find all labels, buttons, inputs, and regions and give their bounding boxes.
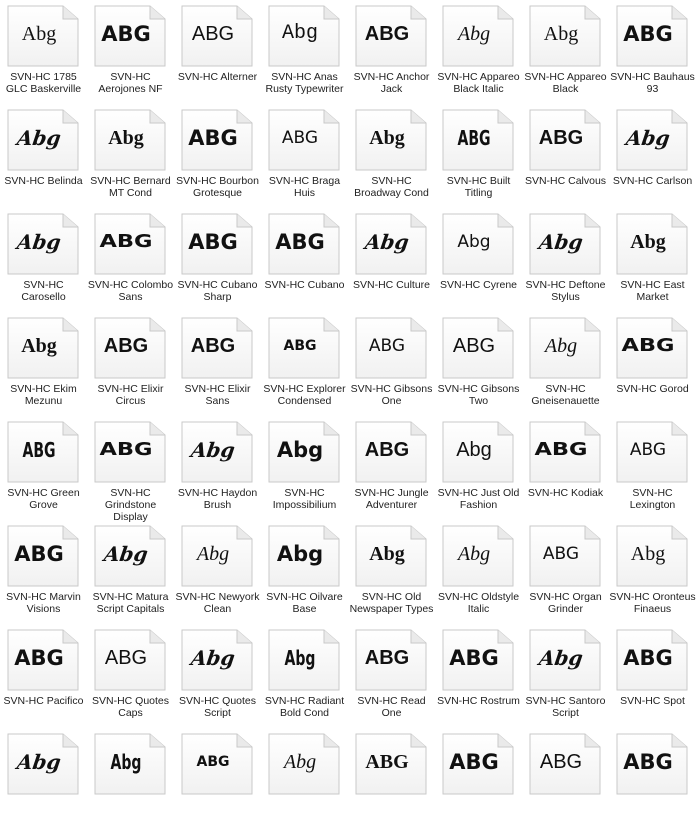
font-file-item[interactable] [609,416,696,526]
font-file-icon [268,421,340,481]
font-file-icon [268,109,340,169]
font-preview-glyph: Abg [544,335,578,357]
font-preview-glyph: ABG [623,750,673,774]
font-file-name: SVN-HC Quotes Caps [91,695,170,719]
font-file-icon [94,5,166,65]
font-preview-glyph: Abg [369,543,405,565]
font-file-icon [616,317,688,377]
font-preview-glyph: ABG [364,23,410,45]
font-file-item[interactable] [435,728,522,838]
font-preview-glyph: ABG [629,440,667,460]
font-file-icon [442,213,514,273]
font-file-name: SVN-HC Spot [620,695,685,707]
font-preview-glyph: Abg [457,232,491,252]
font-file-item[interactable] [522,104,609,214]
font-file-item[interactable] [174,728,261,838]
font-preview-glyph: Abg [110,750,142,774]
font-preview-glyph: Abg [543,23,579,45]
font-preview-glyph: Abg [281,22,318,45]
font-preview-glyph: ABG [99,439,153,460]
font-preview-glyph: ABG [539,751,583,773]
font-file-icon [7,733,79,793]
font-file-item[interactable] [435,312,522,422]
font-file-icon [181,5,253,65]
font-file-icon [529,213,601,273]
font-file-item[interactable] [0,624,87,734]
font-file-icon [442,109,514,169]
font-file-icon [442,629,514,689]
font-file-name: SVN-HC Lexington [629,487,676,511]
font-file-item[interactable] [609,312,696,422]
font-file-name: SVN-HC Belinda [4,175,83,187]
font-file-icon [442,525,514,585]
font-preview-glyph: Abg [537,230,585,254]
font-file-item[interactable] [348,0,435,110]
font-file-item[interactable] [261,312,348,422]
font-file-item[interactable] [435,104,522,214]
font-file-icon [616,421,688,481]
font-file-name: SVN-HC Appareo Black Italic [437,71,520,95]
font-file-name: SVN-HC Marvin Visions [6,591,81,615]
font-file-item[interactable] [174,520,261,630]
font-file-item[interactable] [0,728,87,838]
font-file-icon [268,629,340,689]
font-file-icon [7,5,79,65]
font-file-name: SVN-HC Colombo Sans [87,279,174,303]
font-file-name: SVN-HC Radiant Bold Cond [264,695,345,719]
font-preview-glyph: Abg [102,542,150,566]
font-file-name: SVN-HC Quotes Script [178,695,257,719]
font-file-item[interactable] [609,520,696,630]
font-file-name: SVN-HC Oronteus Finaeus [609,591,696,615]
font-preview-glyph: Abg [196,543,230,565]
font-preview-glyph: Abg [624,126,672,150]
font-file-item[interactable] [174,416,261,526]
font-file-icon [94,109,166,169]
font-preview-glyph: ABG [449,646,499,670]
font-file-icon [268,317,340,377]
font-preview-glyph: ABG [364,647,410,669]
font-file-icon [616,109,688,169]
font-file-item[interactable] [348,104,435,214]
font-file-icon [442,5,514,65]
font-file-item[interactable] [261,728,348,838]
font-preview-glyph: Abg [284,646,316,670]
font-file-item[interactable] [348,208,435,318]
font-preview-glyph: ABG [623,22,673,46]
font-file-icon [616,629,688,689]
font-file-icon [529,109,601,169]
font-preview-glyph: Abg [457,543,491,565]
font-file-item[interactable] [261,104,348,214]
font-file-icon [529,5,601,65]
font-file-name: SVN-HC Cubano Sharp [177,279,258,303]
font-file-icon [529,629,601,689]
font-file-name: SVN-HC Matura Script Capitals [92,591,169,615]
font-file-name: SVN-HC Bernard MT Cond [90,175,171,199]
font-file-icon [181,421,253,481]
font-preview-glyph: Abg [283,751,317,773]
font-preview-glyph: Abg [15,230,63,254]
font-file-icon [355,421,427,481]
font-file-icon [268,5,340,65]
font-file-item[interactable] [87,208,174,318]
font-preview-glyph: ABG [196,754,230,770]
font-preview-glyph: Abg [189,438,237,462]
font-file-item[interactable] [174,208,261,318]
font-file-item[interactable] [87,416,174,526]
font-preview-glyph: ABG [101,22,151,46]
font-file-name: SVN-HC Ekim Mezunu [10,383,77,407]
font-file-item[interactable] [0,104,87,214]
font-file-name: SVN-HC Alterner [177,71,258,83]
font-file-name: SVN-HC Gorod [616,383,689,395]
font-preview-glyph: Abg [189,646,237,670]
font-file-item[interactable] [609,208,696,318]
font-file-name: SVN-HC East Market [620,279,685,303]
font-preview-glyph: ABG [534,439,588,460]
font-file-item[interactable] [522,728,609,838]
font-file-name: SVN-HC Culture [352,279,431,291]
font-file-item[interactable] [87,312,174,422]
font-file-item[interactable] [435,0,522,110]
font-file-icon [181,213,253,273]
font-file-name: SVN-HC Just Old Fashion [437,487,520,511]
font-preview-glyph: ABG [190,335,236,357]
font-file-name: SVN-HC Braga Huis [268,175,341,199]
font-file-icon [94,317,166,377]
font-file-item[interactable] [87,0,174,110]
font-file-item[interactable] [0,416,87,526]
font-file-item[interactable] [174,624,261,734]
font-file-item[interactable] [348,728,435,838]
font-preview-glyph: Abg [276,542,324,566]
font-file-name: SVN-HC Jungle Adventurer [354,487,429,511]
font-file-item[interactable] [0,0,87,110]
font-file-item[interactable] [435,208,522,318]
font-file-name: SVN-HC Cyrene [439,279,518,291]
font-preview-glyph: ABG [22,438,56,462]
font-file-icon [355,213,427,273]
font-file-icon [442,421,514,481]
font-file-item[interactable] [609,728,696,838]
font-file-item[interactable] [174,312,261,422]
font-file-icon [181,525,253,585]
font-preview-glyph: ABG [368,336,406,356]
font-file-icon [7,109,79,169]
font-file-icon [7,421,79,481]
font-file-item[interactable] [522,208,609,318]
font-file-name: SVN-HC Carosello [21,279,66,303]
font-preview-glyph: Abg [630,543,666,565]
font-file-item[interactable] [0,312,87,422]
font-preview-glyph: ABG [538,127,584,149]
font-file-name: SVN-HC Green Grove [7,487,80,511]
font-file-item[interactable] [261,208,348,318]
font-file-name: SVN-HC Santoro Script [525,695,606,719]
font-file-icon [94,629,166,689]
font-file-name: SVN-HC Grindstone Display [104,487,157,523]
font-preview-glyph: ABG [457,126,491,150]
font-file-item[interactable] [522,416,609,526]
font-preview-glyph: ABG [623,646,673,670]
font-file-name: SVN-HC Anchor Jack [353,71,430,95]
font-file-icon [616,733,688,793]
font-file-item[interactable] [261,520,348,630]
font-file-name: SVN-HC Newyork Clean [175,591,260,615]
font-preview-glyph: Abg [21,23,57,45]
font-preview-glyph: Abg [369,127,405,149]
font-file-item[interactable] [435,520,522,630]
font-file-name: SVN-HC Read One [357,695,426,719]
font-file-name: SVN-HC Rostrum [437,695,520,707]
font-file-name: SVN-HC Oldstyle Italic [437,591,520,615]
font-file-item[interactable] [522,0,609,110]
font-file-icon [355,109,427,169]
font-file-name: SVN-HC Cubano [264,279,345,291]
font-file-name: SVN-HC Oilvare Base [266,591,343,615]
font-file-name: SVN-HC Calvous [524,175,607,187]
font-file-name: SVN-HC Explorer Condensed [263,383,346,407]
font-preview-glyph: Abg [456,439,492,461]
font-file-icon [268,213,340,273]
font-file-icon [7,629,79,689]
font-file-name: SVN-HC Impossibilium [272,487,337,511]
font-file-item[interactable] [609,104,696,214]
font-file-icon [355,629,427,689]
font-file-icon [181,109,253,169]
font-file-item[interactable] [261,0,348,110]
font-file-item[interactable] [87,728,174,838]
font-file-name: SVN-HC Anas Rusty Typewriter [265,71,344,95]
font-preview-glyph: ABG [449,750,499,774]
font-preview-glyph: ABG [191,23,235,45]
font-file-item[interactable] [435,624,522,734]
font-preview-glyph: ABG [103,335,149,357]
font-file-item[interactable] [522,520,609,630]
font-file-item[interactable] [609,624,696,734]
font-file-item[interactable] [348,624,435,734]
font-file-item[interactable] [522,312,609,422]
font-file-name: SVN-HC Elixir Sans [184,383,251,407]
font-file-icon [529,317,601,377]
font-preview-glyph: ABG [275,230,325,254]
font-file-icon [355,317,427,377]
font-preview-glyph: ABG [452,335,496,357]
font-file-icon [94,421,166,481]
font-file-icon [355,733,427,793]
font-file-item[interactable] [0,208,87,318]
font-preview-glyph: Abg [15,126,63,150]
font-file-name: SVN-HC Gneisenauette [531,383,600,407]
font-file-name: SVN-HC Haydon Brush [177,487,258,511]
font-preview-glyph: ABG [14,646,64,670]
font-file-icon [94,525,166,585]
font-file-item[interactable] [87,104,174,214]
font-preview-glyph: Abg [363,230,411,254]
font-preview-glyph: Abg [15,750,63,774]
font-file-icon [94,733,166,793]
font-file-icon [181,317,253,377]
font-file-name: SVN-HC Deftone Stylus [525,279,606,303]
font-preview-glyph: Abg [276,438,324,462]
font-preview-glyph: ABG [542,544,580,564]
font-file-icon [616,5,688,65]
font-file-item[interactable] [522,624,609,734]
font-preview-glyph: Abg [537,646,585,670]
font-file-item[interactable] [348,520,435,630]
font-file-icon [616,213,688,273]
font-file-item[interactable] [174,104,261,214]
font-preview-glyph: Abg [630,231,666,253]
font-file-icon [181,629,253,689]
font-file-name: SVN-HC Pacifico [3,695,84,707]
font-file-item[interactable] [348,312,435,422]
font-file-icon [442,317,514,377]
font-file-item[interactable] [0,520,87,630]
font-file-icon [181,733,253,793]
font-file-item[interactable] [174,0,261,110]
font-file-icon [529,525,601,585]
font-file-item[interactable] [87,624,174,734]
font-file-icon [529,733,601,793]
font-preview-glyph: ABG [283,338,317,354]
font-file-name: SVN-HC Bauhaus 93 [610,71,695,95]
font-preview-glyph: ABG [365,751,409,773]
font-file-name: SVN-HC Broadway Cond [354,175,429,199]
font-file-name: SVN-HC Old Newspaper Types [349,591,434,615]
font-file-icon [268,733,340,793]
font-file-name: SVN-HC Bourbon Grotesque [176,175,259,199]
font-file-icon [529,421,601,481]
font-file-name: SVN-HC Aerojones NF [98,71,163,95]
font-file-name: SVN-HC Gibsons One [350,383,433,407]
font-file-name: SVN-HC Appareo Black [524,71,607,95]
font-preview-glyph: ABG [104,647,148,669]
font-preview-glyph: Abg [457,23,491,45]
font-preview-glyph: ABG [621,335,675,356]
font-file-item[interactable] [87,520,174,630]
font-file-name: SVN-HC Gibsons Two [437,383,520,407]
font-file-item[interactable] [435,416,522,526]
font-file-name: SVN-HC Organ Grinder [529,591,602,615]
font-file-icon [94,213,166,273]
font-file-icon [7,525,79,585]
font-preview-glyph: ABG [188,126,238,150]
font-preview-glyph: Abg [21,335,57,357]
font-file-name: SVN-HC Carlson [612,175,693,187]
font-preview-glyph: ABG [364,439,410,461]
font-file-icon [268,525,340,585]
font-file-item[interactable] [261,624,348,734]
font-file-name: SVN-HC 1785 GLC Baskerville [5,71,82,95]
font-file-icon [616,525,688,585]
font-preview-glyph: ABG [188,230,238,254]
font-file-name: SVN-HC Built Titling [446,175,511,199]
font-file-icon [355,525,427,585]
font-file-name: SVN-HC Elixir Circus [97,383,164,407]
font-preview-glyph: Abg [108,127,144,149]
font-preview-glyph: ABG [281,128,319,148]
font-file-item[interactable] [261,416,348,526]
font-file-item[interactable] [348,416,435,526]
font-preview-glyph: ABG [99,231,153,252]
font-file-item[interactable] [609,0,696,110]
font-file-icon [442,733,514,793]
font-file-name: SVN-HC Kodiak [527,487,604,499]
font-preview-glyph: ABG [14,542,64,566]
font-file-icon [7,213,79,273]
font-file-icon [355,5,427,65]
font-file-icon [7,317,79,377]
